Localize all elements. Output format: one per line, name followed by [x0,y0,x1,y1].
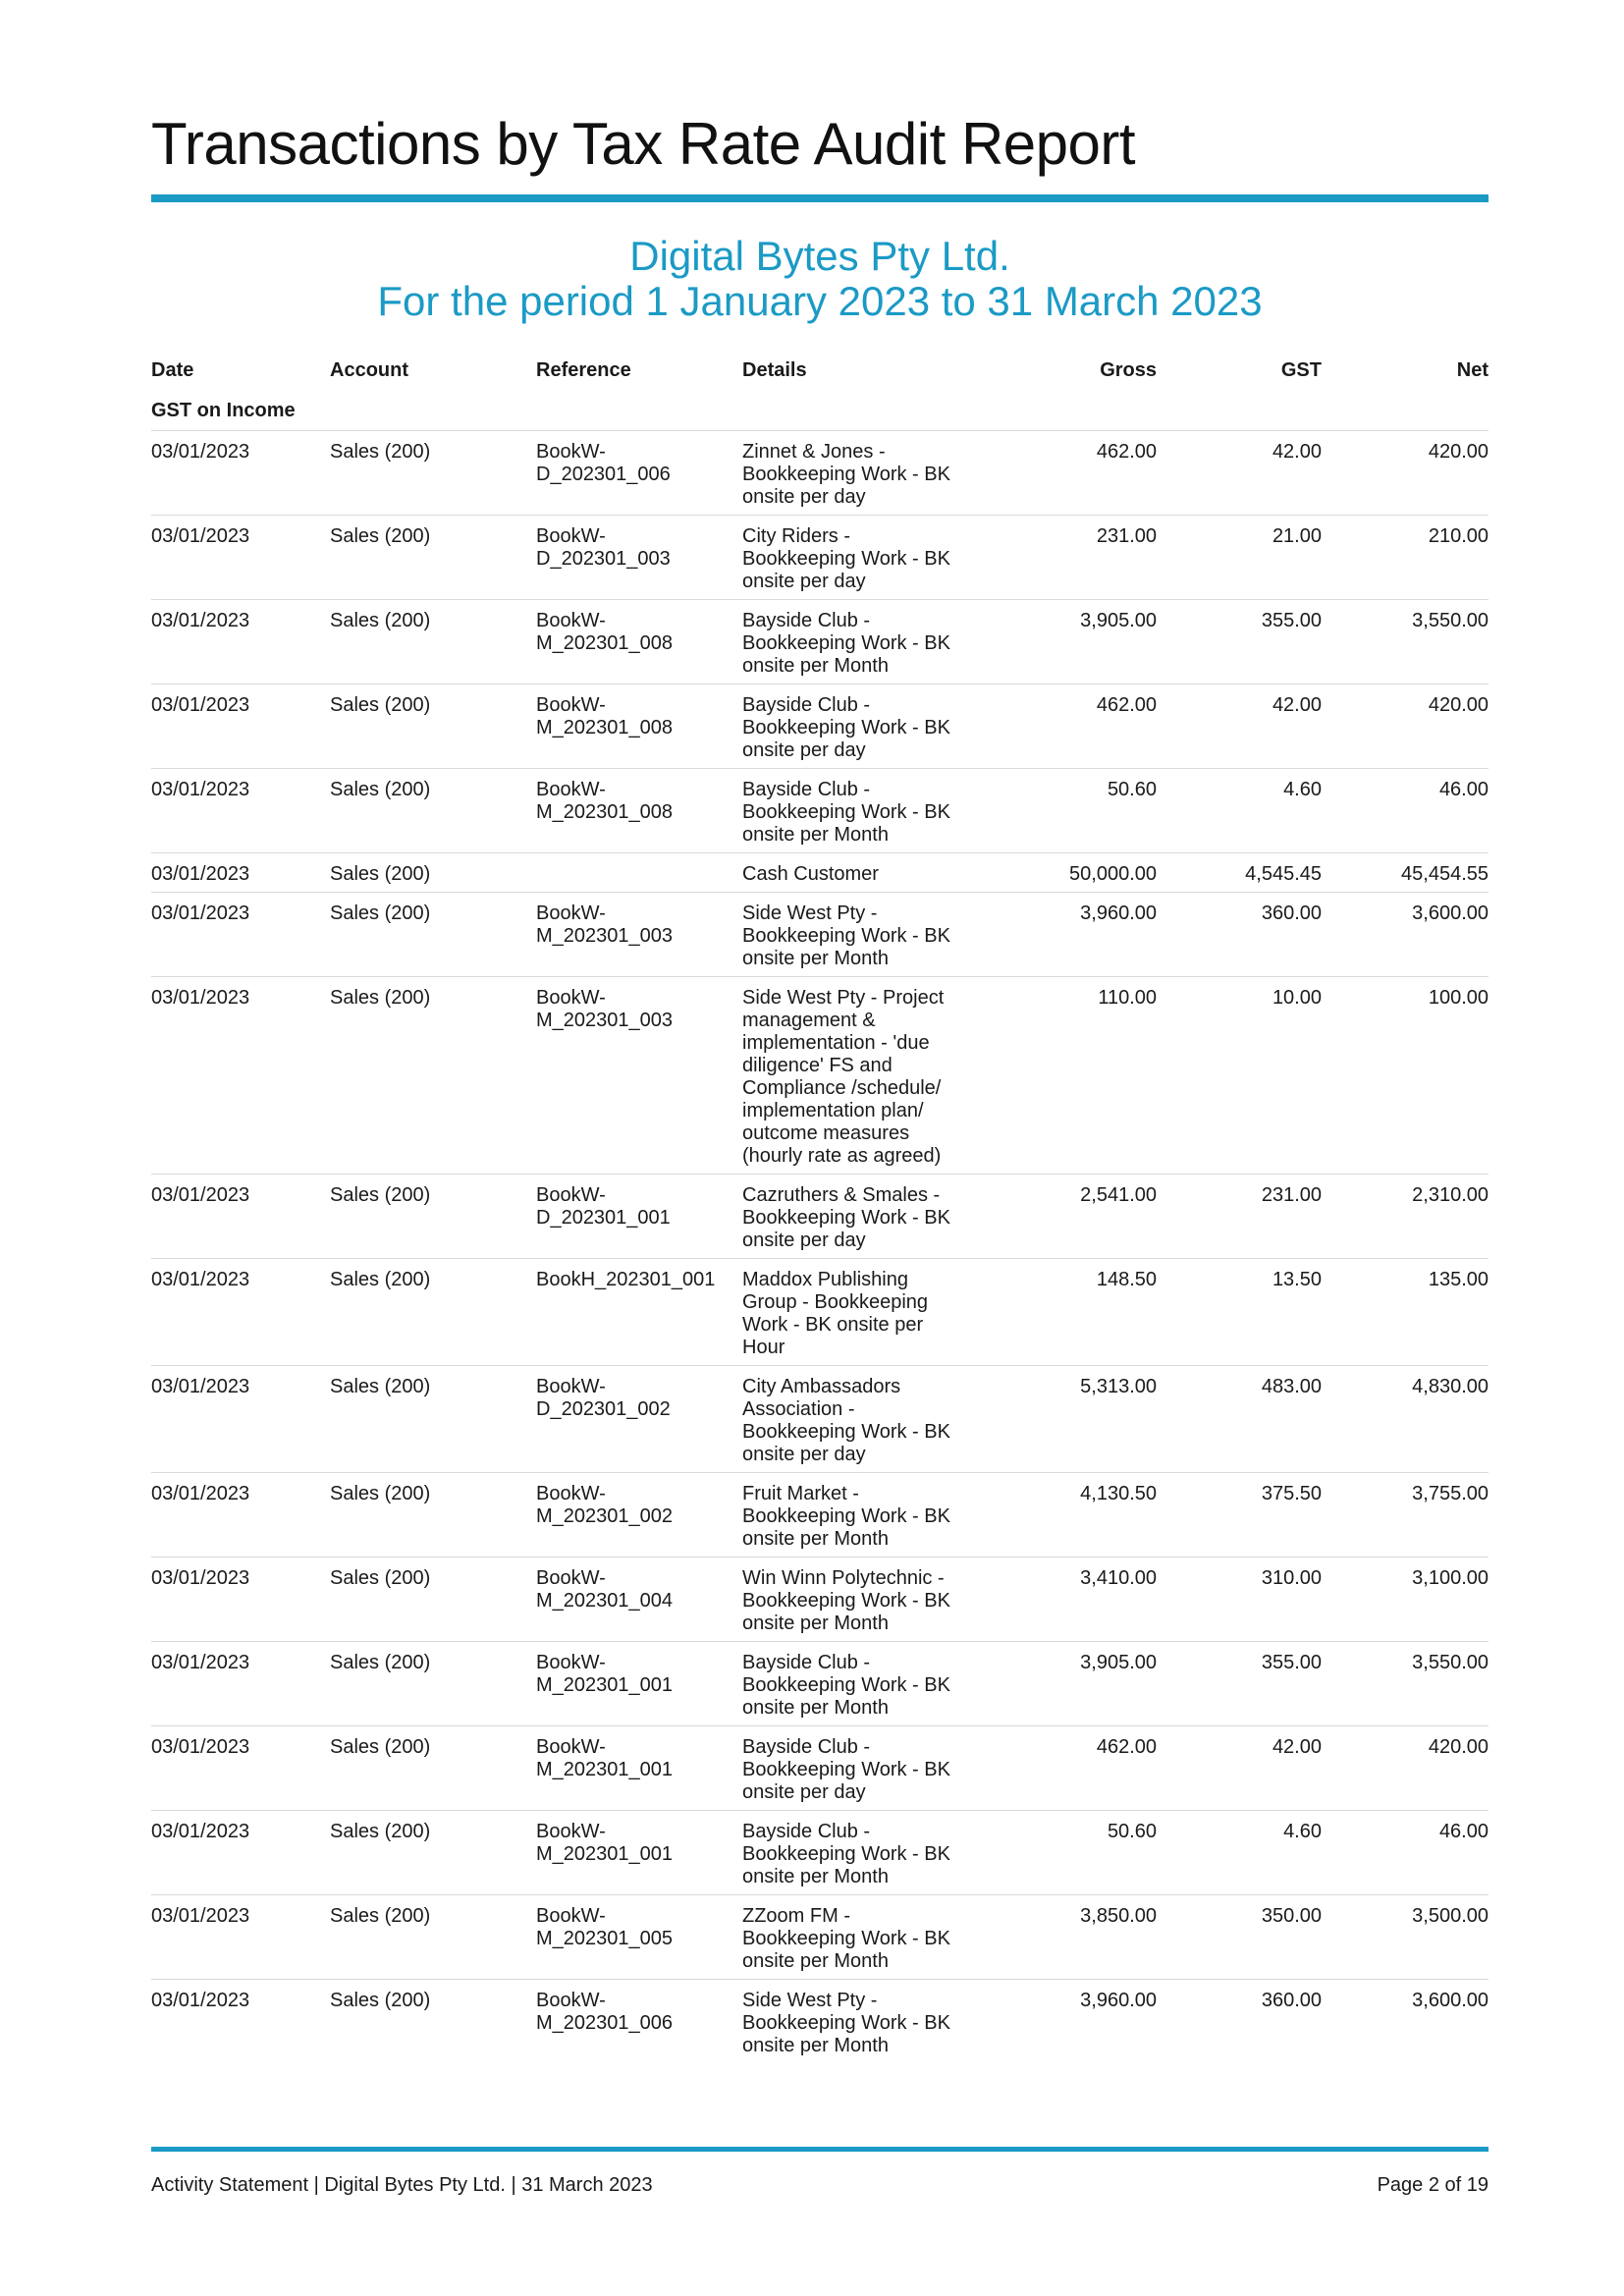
cell-gst: 355.00 [1157,1642,1322,1726]
cell-details: Bayside Club - Bookkeeping Work - BK onsite per Month [742,1811,968,1895]
cell-reference: BookW-M_202301_004 [536,1558,742,1642]
cell-date: 03/01/2023 [151,853,330,893]
cell-gross: 462.00 [968,684,1157,769]
cell-account: Sales (200) [330,1473,536,1558]
cell-date: 03/01/2023 [151,1895,330,1980]
cell-reference: BookH_202301_001 [536,1259,742,1366]
cell-details: Bayside Club - Bookkeeping Work - BK onsite per Month [742,1642,968,1726]
cell-details: Zinnet & Jones - Bookkeeping Work - BK onsite per day [742,431,968,516]
cell-details: Bayside Club - Bookkeeping Work - BK onsite per day [742,1726,968,1811]
cell-date: 03/01/2023 [151,1558,330,1642]
cell-gst: 42.00 [1157,1726,1322,1811]
cell-account: Sales (200) [330,893,536,977]
cell-reference: BookW-D_202301_006 [536,431,742,516]
header-reference: Reference [536,359,631,381]
cell-date: 03/01/2023 [151,1473,330,1558]
table-row [151,977,1489,1175]
cell-account: Sales (200) [330,769,536,853]
cell-date: 03/01/2023 [151,600,330,684]
cell-net: 4,830.00 [1322,1366,1489,1473]
cell-net: 3,100.00 [1322,1558,1489,1642]
table-row [151,1895,1489,1980]
cell-details: Maddox Publishing Group - Bookkeeping Work - BK onsite per Hour [742,1259,968,1366]
footer-divider [151,2147,1489,2152]
cell-date: 03/01/2023 [151,516,330,600]
table-row [151,1642,1489,1726]
cell-details: Side West Pty - Project management & implementation - 'due diligence' FS and Compliance /schedule/ implementation plan/ outcome measures (hourly rate as agreed) [742,977,968,1175]
table-row [151,600,1489,684]
cell-details: Side West Pty - Bookkeeping Work - BK onsite per Month [742,1980,968,2064]
cell-gross: 231.00 [968,516,1157,600]
cell-account: Sales (200) [330,1895,536,1980]
cell-gross: 4,130.50 [968,1473,1157,1558]
cell-gross: 462.00 [968,431,1157,516]
cell-details: Cazruthers & Smales - Bookkeeping Work - BK onsite per day [742,1175,968,1259]
cell-reference: BookW-M_202301_001 [536,1811,742,1895]
section-label: GST on Income [151,400,296,421]
table-row [151,893,1489,977]
cell-net: 135.00 [1322,1259,1489,1366]
cell-date: 03/01/2023 [151,893,330,977]
cell-gst: 360.00 [1157,1980,1322,2064]
section-row [151,392,1489,431]
cell-reference: BookW-D_202301_001 [536,1175,742,1259]
cell-net: 3,755.00 [1322,1473,1489,1558]
cell-gst: 355.00 [1157,600,1322,684]
header-net: Net [1456,359,1489,381]
header-details: Details [742,359,807,381]
cell-account: Sales (200) [330,853,536,893]
title-divider [151,194,1489,202]
cell-date: 03/01/2023 [151,977,330,1175]
cell-date: 03/01/2023 [151,1366,330,1473]
cell-reference: BookW-M_202301_008 [536,684,742,769]
cell-gross: 3,850.00 [968,1895,1157,1980]
cell-gross: 50.60 [968,1811,1157,1895]
cell-details: Side West Pty - Bookkeeping Work - BK onsite per Month [742,893,968,977]
cell-details: Cash Customer [742,853,968,893]
table-row [151,516,1489,600]
cell-details: City Ambassadors Association - Bookkeeping Work - BK onsite per day [742,1366,968,1473]
cell-gst: 10.00 [1157,977,1322,1175]
cell-gst: 21.00 [1157,516,1322,600]
cell-details: Fruit Market - Bookkeeping Work - BK onsite per Month [742,1473,968,1558]
cell-account: Sales (200) [330,684,536,769]
cell-net: 420.00 [1322,431,1489,516]
cell-details: City Riders - Bookkeeping Work - BK onsite per day [742,516,968,600]
cell-gross: 3,410.00 [968,1558,1157,1642]
cell-net: 100.00 [1322,977,1489,1175]
company-name: Digital Bytes Pty Ltd. [629,233,1010,279]
table-header-row [151,354,1489,392]
cell-account: Sales (200) [330,1980,536,2064]
cell-reference: BookW-M_202301_002 [536,1473,742,1558]
cell-details: Bayside Club - Bookkeeping Work - BK onsite per Month [742,600,968,684]
table-row [151,1175,1489,1259]
cell-account: Sales (200) [330,1259,536,1366]
cell-reference: BookW-M_202301_005 [536,1895,742,1980]
cell-account: Sales (200) [330,1811,536,1895]
cell-gross: 2,541.00 [968,1175,1157,1259]
cell-gross: 50.60 [968,769,1157,853]
cell-date: 03/01/2023 [151,1726,330,1811]
cell-gst: 42.00 [1157,684,1322,769]
cell-reference: BookW-M_202301_008 [536,769,742,853]
header-gross: Gross [1100,359,1157,381]
cell-account: Sales (200) [330,1558,536,1642]
table-row [151,431,1489,516]
cell-date: 03/01/2023 [151,684,330,769]
cell-account: Sales (200) [330,977,536,1175]
cell-net: 46.00 [1322,1811,1489,1895]
cell-gst: 483.00 [1157,1366,1322,1473]
cell-gross: 50,000.00 [968,853,1157,893]
cell-account: Sales (200) [330,1175,536,1259]
cell-gst: 4.60 [1157,1811,1322,1895]
cell-gross: 3,905.00 [968,600,1157,684]
page-number: Page 2 of 19 [1377,2174,1489,2196]
cell-details: Bayside Club - Bookkeeping Work - BK onsite per day [742,684,968,769]
transactions-table [151,354,1489,2063]
table-row [151,1726,1489,1811]
table-row [151,1811,1489,1895]
cell-reference: BookW-M_202301_003 [536,893,742,977]
cell-account: Sales (200) [330,1726,536,1811]
cell-reference [536,853,742,893]
table-row [151,1980,1489,2064]
footer-text: Activity Statement | Digital Bytes Pty Ltd. | 31 March 2023 [151,2174,653,2196]
table-row [151,1473,1489,1558]
cell-net: 3,600.00 [1322,1980,1489,2064]
cell-gst: 375.50 [1157,1473,1322,1558]
cell-net: 3,500.00 [1322,1895,1489,1980]
cell-net: 3,550.00 [1322,1642,1489,1726]
cell-net: 2,310.00 [1322,1175,1489,1259]
cell-gross: 3,960.00 [968,893,1157,977]
cell-account: Sales (200) [330,431,536,516]
table-row [151,769,1489,853]
cell-net: 420.00 [1322,684,1489,769]
cell-date: 03/01/2023 [151,1642,330,1726]
cell-date: 03/01/2023 [151,431,330,516]
cell-gst: 4.60 [1157,769,1322,853]
cell-gst: 310.00 [1157,1558,1322,1642]
cell-reference: BookW-M_202301_008 [536,600,742,684]
cell-account: Sales (200) [330,1366,536,1473]
cell-gross: 3,960.00 [968,1980,1157,2064]
page-title: Transactions by Tax Rate Audit Report [151,111,1136,177]
cell-gross: 148.50 [968,1259,1157,1366]
header-date: Date [151,359,194,381]
cell-details: Bayside Club - Bookkeeping Work - BK onsite per Month [742,769,968,853]
cell-net: 210.00 [1322,516,1489,600]
cell-date: 03/01/2023 [151,1175,330,1259]
cell-net: 3,600.00 [1322,893,1489,977]
cell-reference: BookW-M_202301_001 [536,1726,742,1811]
report-subheading [151,234,1489,324]
cell-gst: 13.50 [1157,1259,1322,1366]
cell-gross: 462.00 [968,1726,1157,1811]
cell-gst: 350.00 [1157,1895,1322,1980]
cell-gst: 4,545.45 [1157,853,1322,893]
cell-reference: BookW-D_202301_003 [536,516,742,600]
table-row [151,853,1489,893]
table-row [151,1366,1489,1473]
cell-reference: BookW-D_202301_002 [536,1366,742,1473]
cell-details: Win Winn Polytechnic - Bookkeeping Work - BK onsite per Month [742,1558,968,1642]
cell-date: 03/01/2023 [151,1259,330,1366]
cell-gross: 3,905.00 [968,1642,1157,1726]
header-account: Account [330,359,408,381]
report-period: For the period 1 January 2023 to 31 March 2023 [377,278,1263,324]
cell-date: 03/01/2023 [151,1811,330,1895]
table-row [151,1259,1489,1366]
cell-account: Sales (200) [330,1642,536,1726]
header-gst: GST [1280,359,1322,381]
cell-gst: 360.00 [1157,893,1322,977]
cell-net: 46.00 [1322,769,1489,853]
cell-date: 03/01/2023 [151,1980,330,2064]
cell-net: 420.00 [1322,1726,1489,1811]
cell-reference: BookW-M_202301_006 [536,1980,742,2064]
cell-gst: 42.00 [1157,431,1322,516]
cell-gross: 110.00 [968,977,1157,1175]
table-row [151,684,1489,769]
cell-net: 45,454.55 [1322,853,1489,893]
table-row [151,1558,1489,1642]
cell-account: Sales (200) [330,600,536,684]
cell-reference: BookW-M_202301_001 [536,1642,742,1726]
cell-details: ZZoom FM - Bookkeeping Work - BK onsite per Month [742,1895,968,1980]
cell-gst: 231.00 [1157,1175,1322,1259]
cell-reference: BookW-M_202301_003 [536,977,742,1175]
cell-account: Sales (200) [330,516,536,600]
cell-net: 3,550.00 [1322,600,1489,684]
cell-gross: 5,313.00 [968,1366,1157,1473]
cell-date: 03/01/2023 [151,769,330,853]
